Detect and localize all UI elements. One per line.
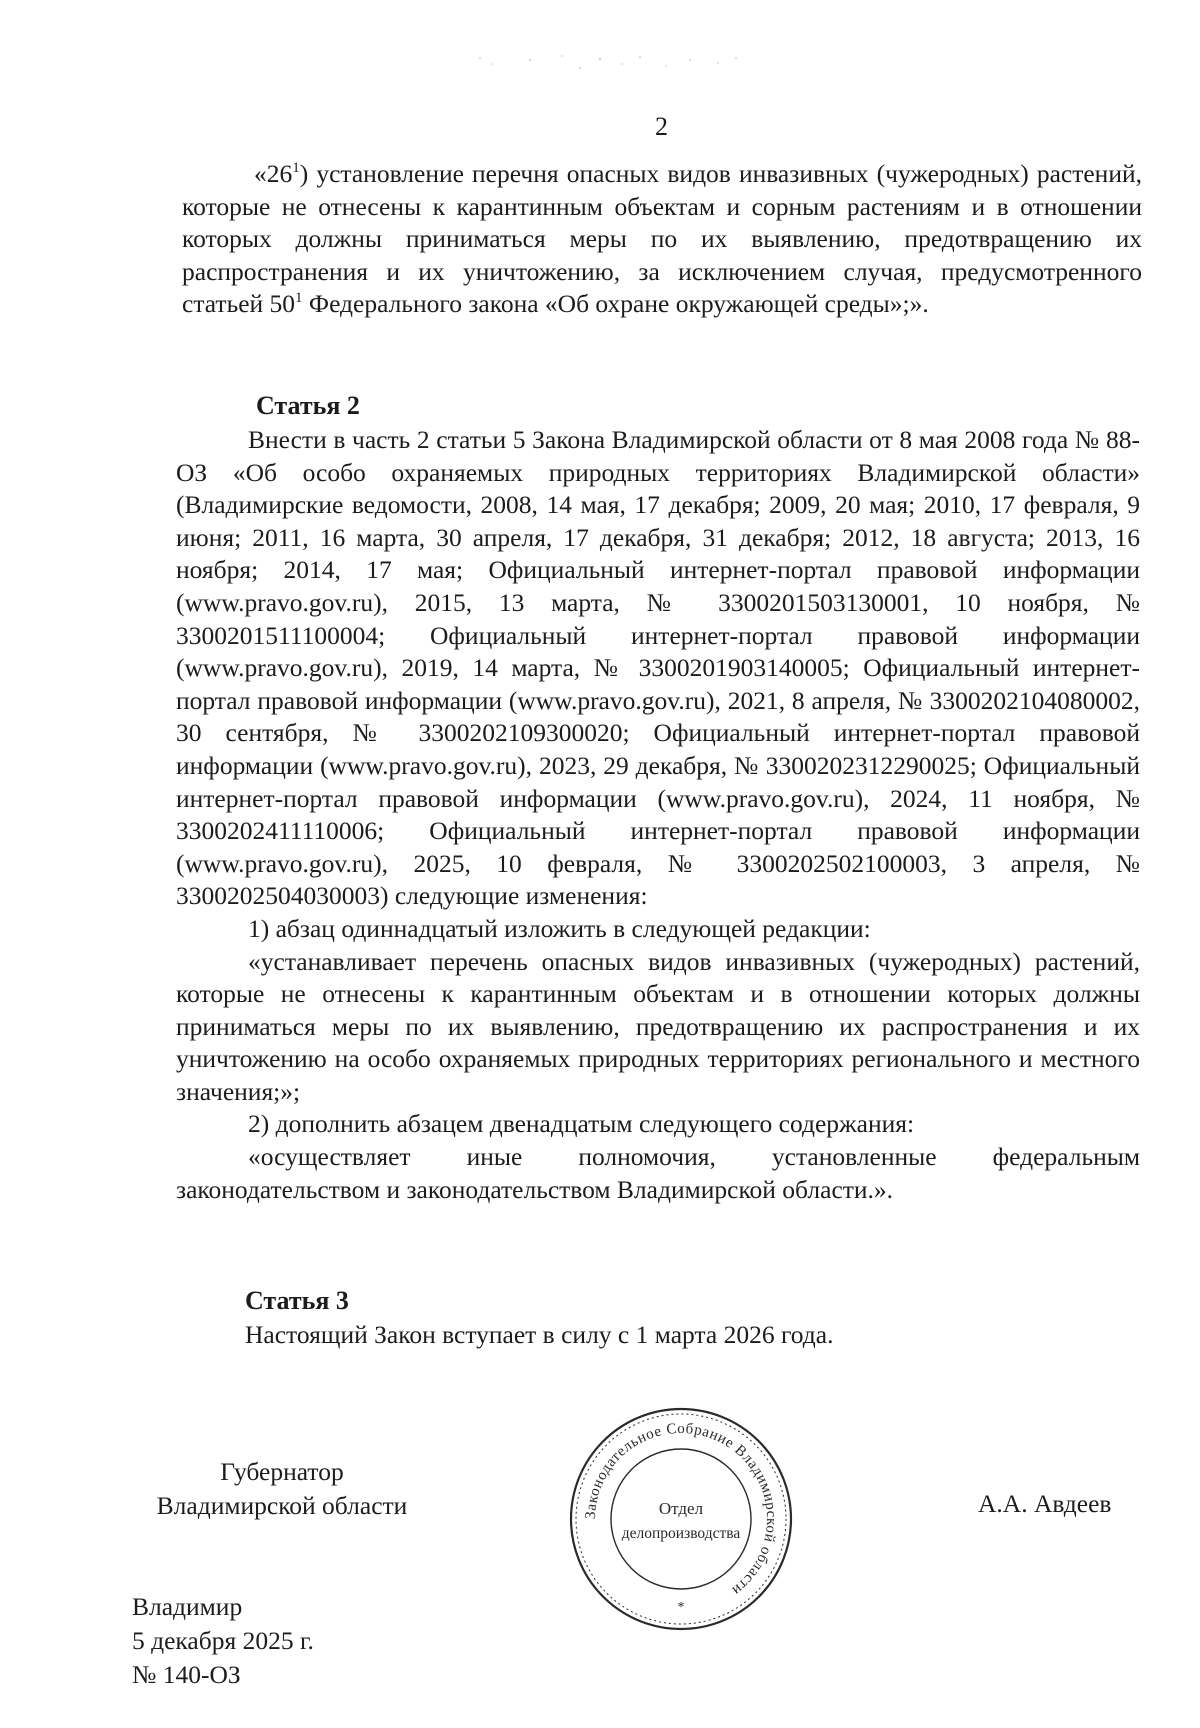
- seal-dotted-ring: [576, 1414, 786, 1624]
- article-2-intro: Внести в часть 2 статьи 5 Закона Владимирской области от 8 мая 2008 года № 88-ОЗ «Об особо охраняемых природных территориях Владимирской области» (Владимирские ведомости, 2008, 14 мая, 17 декабря; 2009, 20 мая; 2010, 17 февраля, 9 июня; 2011, 16 марта, 30 апреля, 17 декабря, 31 декабря; 2012, 18 августа; 2013, 16 ноября; 2014, 17 мая; Официальный интернет-портал правовой информации (www.pravo.gov.ru), 2015, 13 марта, № 3300201503130001, 10 ноября, № 3300201511100004; Официальный интернет-портал правовой информации (www.pravo.gov.ru), 2019, 14 марта, № 3300201903140005; Официальный интернет-портал правовой информации (www.pravo.gov.ru), 2021, 8 апреля, № 3300202104080002, 30 сентября, № 3300202109300020; Официальный интернет-портал правовой информации (www.pravo.gov.ru), 2023, 29 декабря, № 3300202312290025; Официальный интернет-портал правовой информации (www.pravo.gov.ru), 2024, 11 ноября, № 3300202411110006; Официальный интернет-портал правовой информации (www.pravo.gov.ru), 2025, 10 февраля, № 3300202502100003, 3 апреля, № 3300202504030003) следующие изменения:: [176, 425, 1140, 911]
- article-2-item-2: 2) дополнить абзацем двенадцатым следующего содержания:: [248, 1109, 915, 1139]
- signer-name: А.А. Авдеев: [978, 1489, 1112, 1518]
- article-2-item-2-text: «осуществляет иные полномочия, установленные федеральным законодательством и законодательством Владимирской области.».: [176, 1142, 1140, 1204]
- article-2-heading: Статья 2: [256, 391, 360, 420]
- seal-ring-text: Законодательное Собрание Владимирской области: [582, 1420, 780, 1599]
- seal-star: *: [677, 1600, 685, 1615]
- article-3-heading: Статья 3: [245, 1286, 349, 1315]
- article-3-text: Настоящий Закон вступает в силу с 1 марта 2026 года.: [245, 1320, 834, 1349]
- superscript-2: 1: [295, 290, 303, 307]
- amendment-opening: «26: [254, 159, 293, 188]
- signer-title-line-2: Владимирской области: [156, 1491, 408, 1520]
- seal-inner-ring: [611, 1449, 751, 1589]
- amendment-text: [182, 158, 1142, 321]
- official-seal: [568, 1406, 794, 1632]
- signer-title: [132, 1455, 432, 1523]
- footer-city: Владимир: [132, 1592, 243, 1621]
- seal-center-line-2: делопроизводства: [621, 1525, 741, 1542]
- footer-date: 5 декабря 2025 г.: [132, 1626, 314, 1655]
- document-footer: [132, 1590, 314, 1692]
- scan-noise: [470, 50, 750, 80]
- article-2-item-1-text: «устанавливает перечень опасных видов инвазивных (чужеродных) растений, которые не отнесены к карантинным объектам и в отношении которых должны приниматься меры по их выявлению, предотвращению их распространения и их уничтожению на особо охраняемых природных территориях регионального и местного значения;»;: [176, 946, 1140, 1106]
- seal-center-line-1: Отдел: [658, 1499, 704, 1518]
- article-2-body: [176, 424, 1140, 1206]
- amendment-text-part-1: ) установление перечня опасных видов инвазивных (чужеродных) растений, которые не отнесены к карантинным объектам и сорным растениям и в отношении которых должны приниматься меры по их выявлению, предотвращению их распространения и их уничтожению, за исключением случая, предусмотренного статьей 50: [182, 159, 1142, 319]
- seal-outer-ring: [571, 1409, 791, 1629]
- superscript-1: 1: [292, 160, 300, 176]
- article-2-item-1: 1) абзац одиннадцатый изложить в следующей редакции:: [248, 913, 871, 943]
- amendment-text-part-2: Федерального закона «Об охране окружающей среды»;».: [302, 289, 929, 319]
- signer-title-line-1: Губернатор: [220, 1457, 344, 1486]
- footer-law-number: № 140-ОЗ: [132, 1660, 241, 1689]
- amendment-paragraph: [182, 158, 1142, 321]
- page-number: 2: [655, 112, 668, 141]
